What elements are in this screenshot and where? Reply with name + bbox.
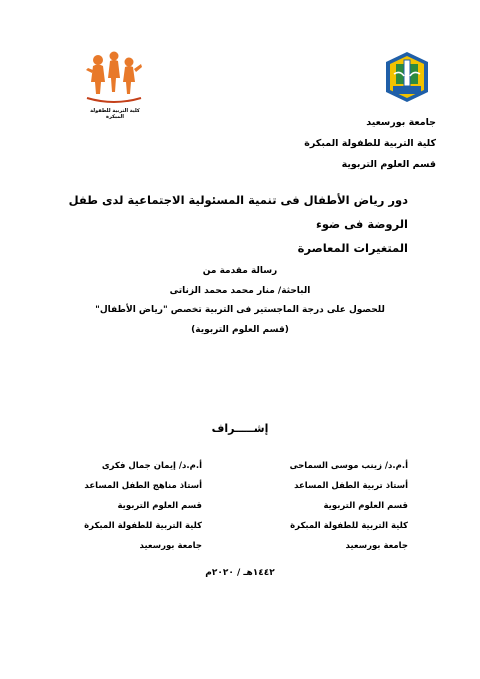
thesis-title (68, 188, 408, 260)
supervisor-left-title: أستاذ مناهج الطفل المساعد (84, 481, 202, 491)
supervisor-right (290, 456, 408, 556)
children-figures-icon (86, 52, 142, 95)
supervisor-left-university: جامعة بورسعيد (139, 541, 202, 551)
supervisor-left-faculty: كلية التربية للطفولة المبكرة (84, 521, 202, 531)
lighthouse-icon (404, 60, 410, 86)
faculty-logo (84, 48, 144, 106)
university-logo (384, 50, 430, 104)
supervisor-right-university: جامعة بورسعيد (345, 541, 408, 551)
university-name: جامعة بورسعيد (366, 117, 436, 128)
supervisor-left (84, 456, 202, 556)
supervision-heading: إشـــــراف (211, 422, 269, 435)
thesis-title-line-1: دور رياض الأطفال فى تنمية المسئولية الاجتماعية لدى طفل الروضة فى ضوء (68, 193, 408, 231)
department-note: (قسم العلوم التربوية) (191, 324, 289, 335)
thesis-presented-by: رسالة مقدمة من (202, 266, 278, 276)
thesis-title-line-2: المتغيرات المعاصرة (297, 241, 408, 255)
faculty-name: كلية التربية للطفولة المبكرة (304, 138, 436, 149)
faculty-logo-caption: كلية التربية للطفولة المبكرة (90, 108, 140, 120)
thesis-date: ١٤٤٢هـ / ٢٠٢٠م (205, 568, 275, 578)
researcher-name: الباحثة/ منار محمد محمد الزناتى (169, 285, 311, 296)
university-block (304, 112, 436, 175)
supervisor-right-name: أ.م.د/ زينب موسى السماحى (289, 461, 408, 471)
thesis-info (0, 262, 480, 340)
supervisor-right-faculty: كلية التربية للطفولة المبكرة (290, 521, 408, 531)
supervisor-left-name: أ.م.د/ إيمان جمال فكرى (101, 461, 202, 471)
degree-statement: للحصول على درجة الماجستير فى التربية تخصص "رياض الأطفال" (95, 305, 385, 315)
supervisor-right-title: أستاذ تربية الطفل المساعد (294, 481, 408, 491)
supervisor-left-department: قسم العلوم التربوية (117, 501, 202, 511)
supervisor-right-department: قسم العلوم التربوية (323, 501, 408, 511)
department-name: قسم العلوم التربوية (341, 159, 436, 170)
